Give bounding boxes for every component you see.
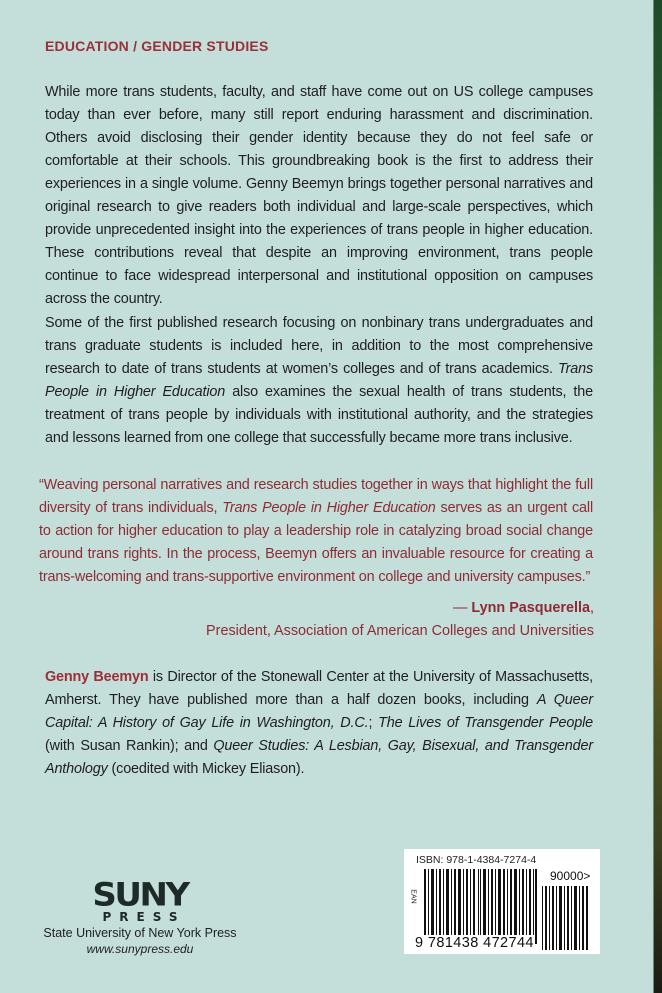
endorsement-attribution	[206, 597, 594, 643]
endorsement-quote	[39, 474, 593, 589]
addon-barcode-bars-icon	[542, 886, 589, 950]
book-title: Trans People in Higher Education	[45, 361, 593, 400]
author-bio	[45, 666, 593, 781]
suny-logo: SUNY	[92, 876, 188, 914]
ean-number: 9 781438 472744	[415, 935, 534, 951]
isbn-barcode	[404, 849, 600, 954]
publisher-block	[40, 878, 240, 956]
barcode-bars-icon	[424, 869, 537, 944]
price-code: 90000>	[550, 869, 591, 883]
paragraph-text: Some of the first published research focusing on nonbinary trans undergraduates and trans graduate students is included here, in addition to the most comprehensive research to date of trans students at women’s colleges and of trans academics.	[45, 315, 593, 377]
endorser-title: President, Association of American Colleges and Universities	[206, 623, 594, 639]
endorser-name: Lynn Pasquerella	[471, 600, 590, 616]
publisher-name: State University of New York Press	[43, 926, 237, 940]
book-title: Trans People in Higher Education	[222, 500, 436, 516]
book-title: The Lives of Transgender People	[378, 715, 593, 731]
publisher-url: www.sunypress.edu	[86, 942, 194, 956]
comma: ,	[590, 600, 594, 616]
description-paragraph-1: While more trans students, faculty, and staff have come out on US college campuses today than ever before, many still report enduring harassment and discrimination. Others avoid disclosing their gender identity because they do not feel safe or comfortable at their schools. This groundbreaking book is the first to address their experiences in a single volume. Genny Beemyn brings together personal narratives and original research to give readers both individual and large-scale perspectives, which provide unprecedented insight into the experiences of trans people in higher education. These contributions reveal that despite an improving environment, trans people continue to face widespread interpersonal and institutional opposition on campuses across the country.	[45, 84, 593, 307]
barcode-digits	[414, 935, 535, 951]
ean-label: EAN	[409, 889, 417, 904]
description-paragraph-2	[45, 312, 593, 450]
bio-text: is Director of the Stonewall Center at the University of Massachusetts, Amherst. They have published more than a half dozen books, including	[45, 669, 593, 708]
bio-text: ;	[368, 715, 379, 731]
quote-text: “Weaving personal narratives and research studies together in ways that highlight the full diversity of trans individuals,	[39, 477, 593, 516]
book-title: A Queer Capital: A History of Gay Life in Washington, D.C.	[45, 692, 593, 731]
book-spine-edge	[653, 0, 662, 993]
suny-press-wordmark: PRESS	[102, 910, 186, 924]
author-name: Genny Beemyn	[45, 669, 149, 685]
book-title: Queer Studies: A Lesbian, Gay, Bisexual, and Transgender Anthology	[45, 738, 593, 777]
em-dash: —	[452, 600, 472, 616]
quote-text: serves as an urgent call to action for higher education to play a leadership role in catalyzing broad social change around trans rights. In the process, Beemyn offers an invaluable resource for creating a trans-welcoming and trans-supportive environment on college and university campuses.”	[39, 500, 593, 585]
paragraph-text: also examines the sexual health of trans students, the treatment of trans people by individuals with institutional authority, and the strategies and lessons learned from one college that successfully became more trans inclusive.	[45, 384, 593, 446]
bio-text: (coedited with Mickey Eliason).	[107, 761, 305, 777]
bio-text: (with Susan Rankin); and	[45, 738, 214, 754]
category-label: EDUCATION / GENDER STUDIES	[45, 38, 269, 54]
isbn-label: ISBN: 978-1-4384-7274-4	[416, 854, 537, 866]
